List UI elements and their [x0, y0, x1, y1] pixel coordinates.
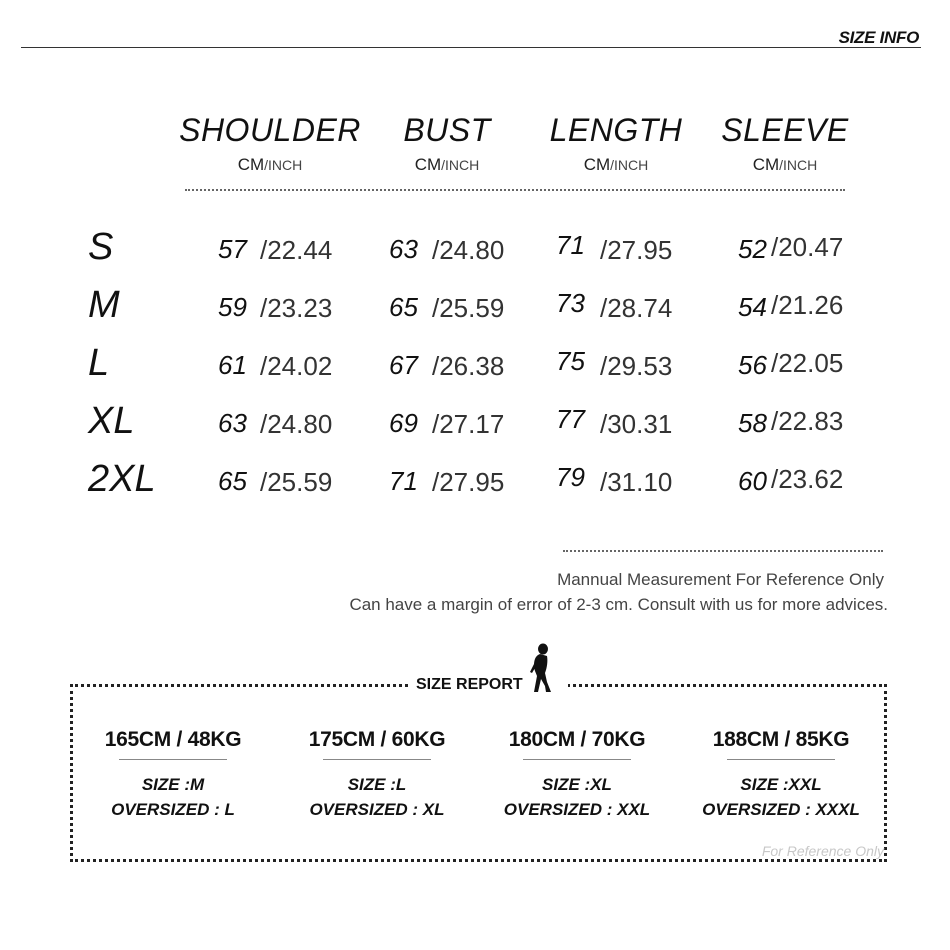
height-weight: 180CM / 70KG — [508, 728, 646, 751]
size-label: L — [88, 342, 110, 384]
sleeve-inch: /20.47 — [771, 232, 844, 262]
sleeve-inch: /22.83 — [771, 406, 844, 436]
header-divider — [21, 47, 921, 48]
length-inch: /31.10 — [600, 467, 673, 497]
length-cm: 71 — [556, 230, 585, 260]
column-name: BUST — [403, 112, 491, 148]
length-cm: 77 — [556, 404, 585, 434]
shoulder-cm: 61 — [218, 350, 247, 380]
header-dotted-divider — [185, 189, 845, 191]
height-weight: 175CM / 60KG — [308, 728, 446, 751]
oversized-size: OVERSIZED : XXXL — [702, 800, 860, 819]
measurement-note: Mannual Measurement For Reference Only — [557, 570, 884, 589]
bust-cm: 63 — [389, 234, 418, 264]
shoulder-cm: 63 — [218, 408, 247, 438]
sleeve-inch: /22.05 — [771, 348, 844, 378]
sleeve-inch: /21.26 — [771, 290, 844, 320]
column-unit: CM/INCH — [752, 155, 818, 174]
sleeve-cm: 52 — [738, 234, 767, 264]
length-cm: 75 — [556, 346, 585, 376]
height-weight: 188CM / 85KG — [712, 728, 850, 751]
shoulder-cm: 57 — [218, 234, 247, 264]
table-row — [0, 342, 950, 392]
margin-note: Can have a margin of error of 2-3 cm. Consult with us for more advices. — [349, 595, 888, 614]
reference-footnote: For Reference Only — [761, 843, 884, 859]
shoulder-inch: /25.59 — [260, 467, 333, 497]
length-cm: 73 — [556, 288, 585, 318]
entry-divider — [727, 759, 835, 760]
bust-cm: 69 — [389, 408, 418, 438]
column-unit: CM/INCH — [583, 155, 649, 174]
column-name: SHOULDER — [179, 112, 361, 148]
sleeve-cm: 54 — [738, 292, 767, 322]
sleeve-cm: 60 — [738, 466, 767, 496]
bust-inch: /27.95 — [432, 467, 505, 497]
page-title: SIZE INFO — [838, 28, 919, 47]
column-header-length — [521, 112, 711, 175]
recommended-size: SIZE :XL — [542, 775, 612, 794]
column-name: LENGTH — [549, 112, 683, 148]
walking-man-icon — [526, 642, 556, 694]
bust-inch: /24.80 — [432, 235, 505, 265]
shoulder-inch: /23.23 — [260, 293, 333, 323]
size-report-entry — [681, 728, 881, 822]
shoulder-cm: 65 — [218, 466, 247, 496]
bust-cm: 67 — [389, 350, 418, 380]
size-label: M — [88, 284, 120, 326]
recommended-size: SIZE :M — [141, 775, 205, 794]
oversized-size: OVERSIZED : L — [111, 800, 235, 819]
shoulder-inch: /24.80 — [260, 409, 333, 439]
length-inch: /28.74 — [600, 293, 673, 323]
table-row — [0, 458, 950, 508]
column-header-bust — [352, 112, 542, 175]
shoulder-cm: 59 — [218, 292, 247, 322]
entry-divider — [323, 759, 431, 760]
size-report-title: SIZE REPORT — [416, 676, 523, 693]
shoulder-inch: /24.02 — [260, 351, 333, 381]
sleeve-inch: /23.62 — [771, 464, 844, 494]
recommended-size: SIZE :L — [347, 775, 407, 794]
bust-inch: /25.59 — [432, 293, 505, 323]
size-label: 2XL — [88, 458, 156, 500]
column-header-sleeve — [690, 112, 880, 175]
oversized-size: OVERSIZED : XXL — [503, 800, 651, 819]
size-label: XL — [88, 400, 135, 442]
length-cm: 79 — [556, 462, 585, 492]
size-label: S — [88, 226, 114, 268]
size-report-entry — [477, 728, 677, 822]
bust-inch: /27.17 — [432, 409, 505, 439]
shoulder-inch: /22.44 — [260, 235, 333, 265]
column-name: SLEEVE — [721, 112, 849, 148]
bust-cm: 65 — [389, 292, 418, 322]
length-inch: /30.31 — [600, 409, 673, 439]
height-weight: 165CM / 48KG — [104, 728, 242, 751]
size-report-entry — [73, 728, 273, 822]
entry-divider — [119, 759, 227, 760]
table-row — [0, 226, 950, 276]
column-unit: CM/INCH — [414, 155, 480, 174]
size-report-header — [408, 640, 568, 700]
length-inch: /29.53 — [600, 351, 673, 381]
column-unit: CM/INCH — [237, 155, 303, 174]
bust-cm: 71 — [389, 466, 418, 496]
recommended-size: SIZE :XXL — [740, 775, 822, 794]
column-header-shoulder — [175, 112, 365, 175]
notes-dotted-divider — [563, 550, 883, 552]
table-row — [0, 400, 950, 450]
sleeve-cm: 58 — [738, 408, 767, 438]
sleeve-cm: 56 — [738, 350, 767, 380]
length-inch: /27.95 — [600, 235, 673, 265]
table-row — [0, 284, 950, 334]
oversized-size: OVERSIZED : XL — [309, 800, 445, 819]
bust-inch: /26.38 — [432, 351, 505, 381]
entry-divider — [523, 759, 631, 760]
size-report-entry — [277, 728, 477, 822]
